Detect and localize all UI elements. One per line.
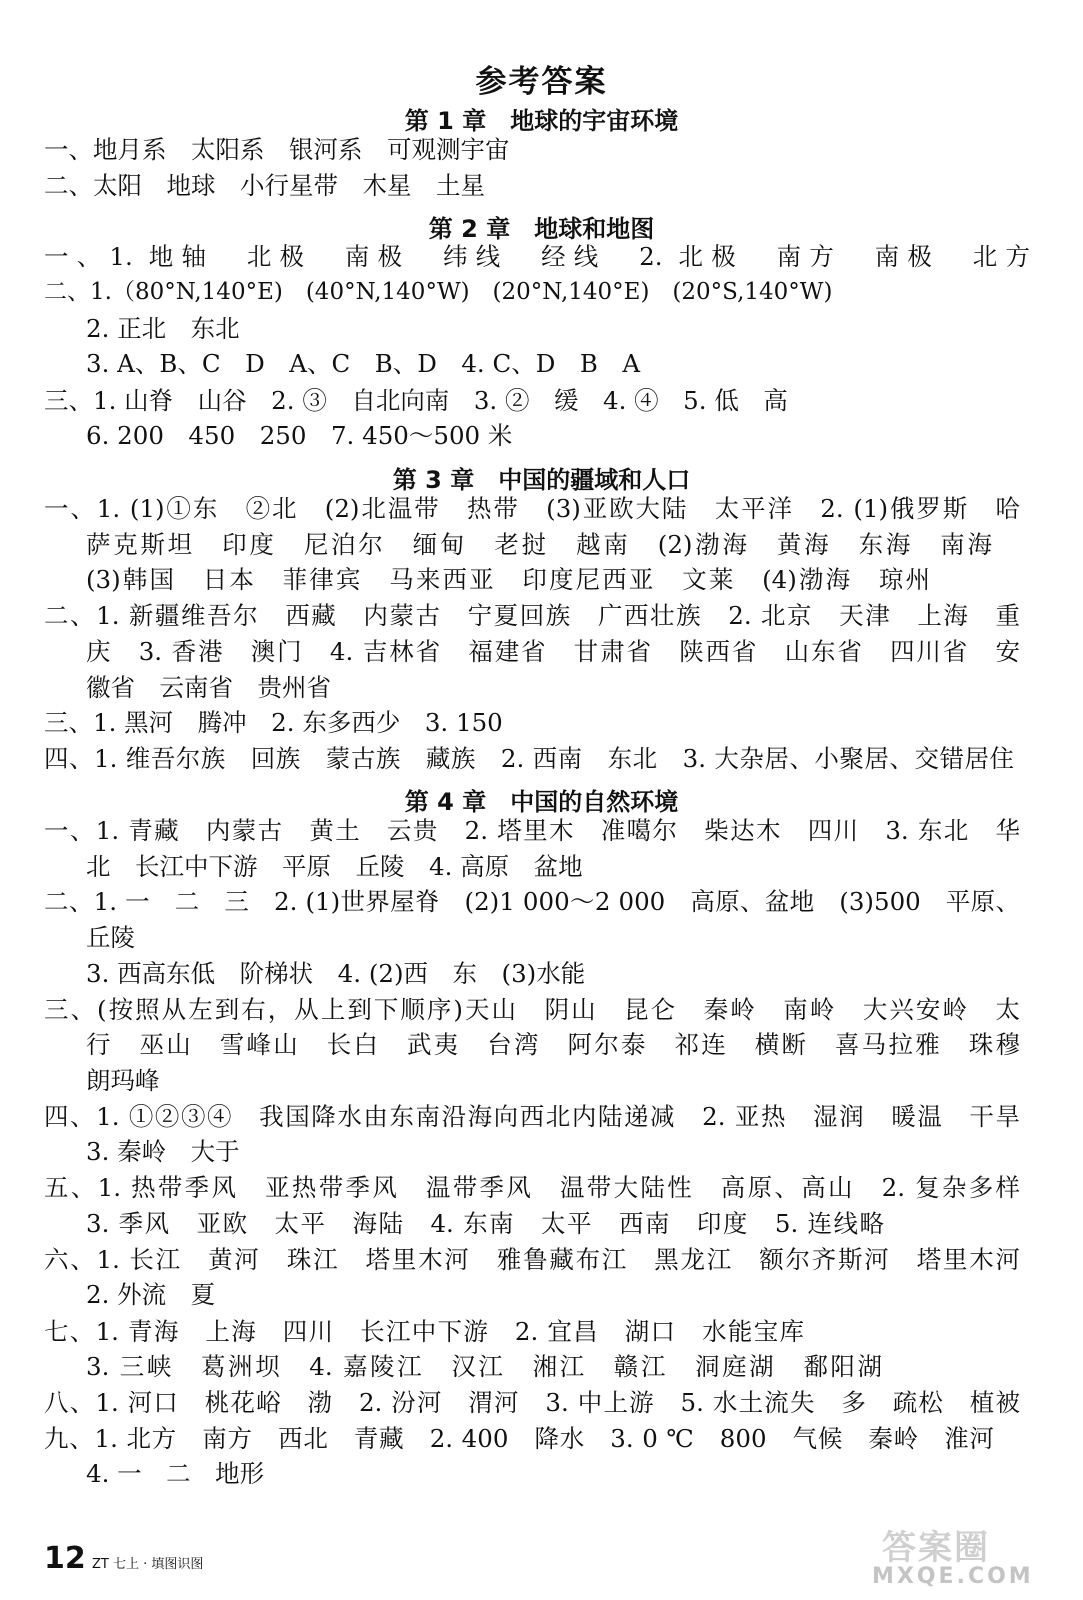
answer-line: 二、1.（80°N,140°E) (40°N,140°W) (20°N,140°E) (20°S,140°W) [44, 279, 833, 305]
answer-line: 一、地月系 太阳系 银河系 可观测宇宙 [44, 135, 510, 164]
answer-line: 3. 三峡 葛洲坝 4. 嘉陵江 汉江 湘江 赣江 洞庭湖 鄱阳湖 [86, 1352, 882, 1381]
answer-line: 朗玛峰 [86, 1066, 160, 1095]
answer-line: 五、1. 热带季风 亚热带季风 温带季风 温带大陆性 高原、高山 2. 复杂多样 [44, 1173, 1020, 1202]
answer-line: 行 巫山 雪峰山 长白 武夷 台湾 阿尔泰 祁连 横断 喜马拉雅 珠穆 [86, 1030, 1020, 1059]
answer-line: 丘陵 [86, 923, 135, 952]
answer-line: 二、太阳 地球 小行星带 木星 土星 [44, 171, 485, 200]
answer-line: 四、1. 维吾尔族 回族 蒙古族 藏族 2. 西南 东北 3. 大杂居、小聚居、交错居住 [44, 744, 1014, 773]
chapter-1-heading: 第 1 章 地球的宇宙环境 [404, 107, 679, 135]
answer-line: 4. 一 二 地形 [86, 1459, 265, 1488]
answer-line: (3)韩国 日本 菲律宾 马来西亚 印度尼西亚 文莱 (4)渤海 琼州 [86, 565, 930, 594]
answer-line: 二、1. 一 二 三 2. (1)世界屋脊 (2)1 000～2 000 高原、盆地 (3)500 平原、 [44, 887, 1020, 916]
answer-line: 庆 3. 香港 澳门 4. 吉林省 福建省 甘肃省 陕西省 山东省 四川省 安 [86, 637, 1020, 666]
answer-line: 徽省 云南省 贵州省 [86, 673, 331, 702]
answer-line: 6. 200 450 250 7. 450～500 米 [86, 421, 513, 450]
answer-line: 六、1. 长江 黄河 珠江 塔里木河 雅鲁藏布江 黑龙江 额尔齐斯河 塔里木河 [44, 1245, 1020, 1274]
answer-line: 2. 外流 夏 [86, 1280, 216, 1309]
answer-line: 一、1. (1)①东 ②北 (2)北温带 热带 (3)亚欧大陆 太平洋 2. (1)俄罗斯 哈 [44, 494, 1020, 523]
watermark-url: MXQE.COM [872, 1564, 1034, 1589]
answer-line: 八、1. 河口 桃花峪 渤 2. 汾河 渭河 3. 中上游 5. 水土流失 多 疏松 植被 [44, 1388, 1020, 1417]
answer-line: 3. A、B、C D A、C B、D 4. C、D B A [86, 349, 641, 378]
answer-line: 2. 正北 东北 [86, 314, 240, 343]
chapter-3-heading: 第 3 章 中国的疆域和人口 [392, 466, 691, 494]
answer-line: 二、1. 新疆维吾尔 西藏 内蒙古 宁夏回族 广西壮族 2. 北京 天津 上海 重 [44, 601, 1020, 630]
watermark-text: 答案圈 [882, 1528, 990, 1568]
answer-line: 一、1. 青藏 内蒙古 黄土 云贵 2. 塔里木 准噶尔 柴达木 四川 3. 东北 华 [44, 816, 1020, 845]
answer-line: 九、1. 北方 南方 西北 青藏 2. 400 降水 3. 0 ℃ 800 气候 秦岭 淮河 [44, 1424, 994, 1453]
answer-line: 三、(按照从左到右，从上到下顺序)天山 阴山 昆仑 秦岭 南岭 大兴安岭 太 [44, 995, 1020, 1024]
answer-line: 北 长江中下游 平原 丘陵 4. 高原 盆地 [86, 852, 583, 881]
answer-line: 三、1. 黑河 腾冲 2. 东多西少 3. 150 [44, 708, 503, 737]
answer-line: 一、1. 地轴 北极 南极 纬线 经线 2. 北极 南方 南极 北方 [44, 242, 1030, 271]
page-number: 12 [44, 1541, 86, 1576]
answer-line: 3. 季风 亚欧 太平 海陆 4. 东南 太平 西南 印度 5. 连线略 [86, 1209, 884, 1238]
chapter-2-heading: 第 2 章 地球和地图 [428, 215, 655, 243]
answer-line: 七、1. 青海 上海 四川 长江中下游 2. 宜昌 湖口 水能宝库 [44, 1317, 804, 1346]
site-watermark-logo [872, 1520, 1068, 1592]
page-title: 参考答案 [475, 64, 608, 100]
answer-line: 三、1. 山脊 山谷 2. ③ 自北向南 3. ② 缓 4. ④ 5. 低 高 [44, 386, 788, 415]
answer-line: 四、1. ①②③④ 我国降水由东南沿海向西北内陆递减 2. 亚热 湿润 暖温 干旱 [44, 1102, 1020, 1131]
answer-line: 3. 西高东低 阶梯状 4. (2)西 东 (3)水能 [86, 959, 586, 988]
answer-line: 萨克斯坦 印度 尼泊尔 缅甸 老挝 越南 (2)渤海 黄海 东海 南海 [86, 530, 992, 559]
answer-line: 3. 秦岭 大于 [86, 1137, 240, 1166]
footer-book-code: ZT 七上 · 填图识图 [92, 1557, 204, 1572]
chapter-4-heading: 第 4 章 中国的自然环境 [404, 788, 679, 816]
